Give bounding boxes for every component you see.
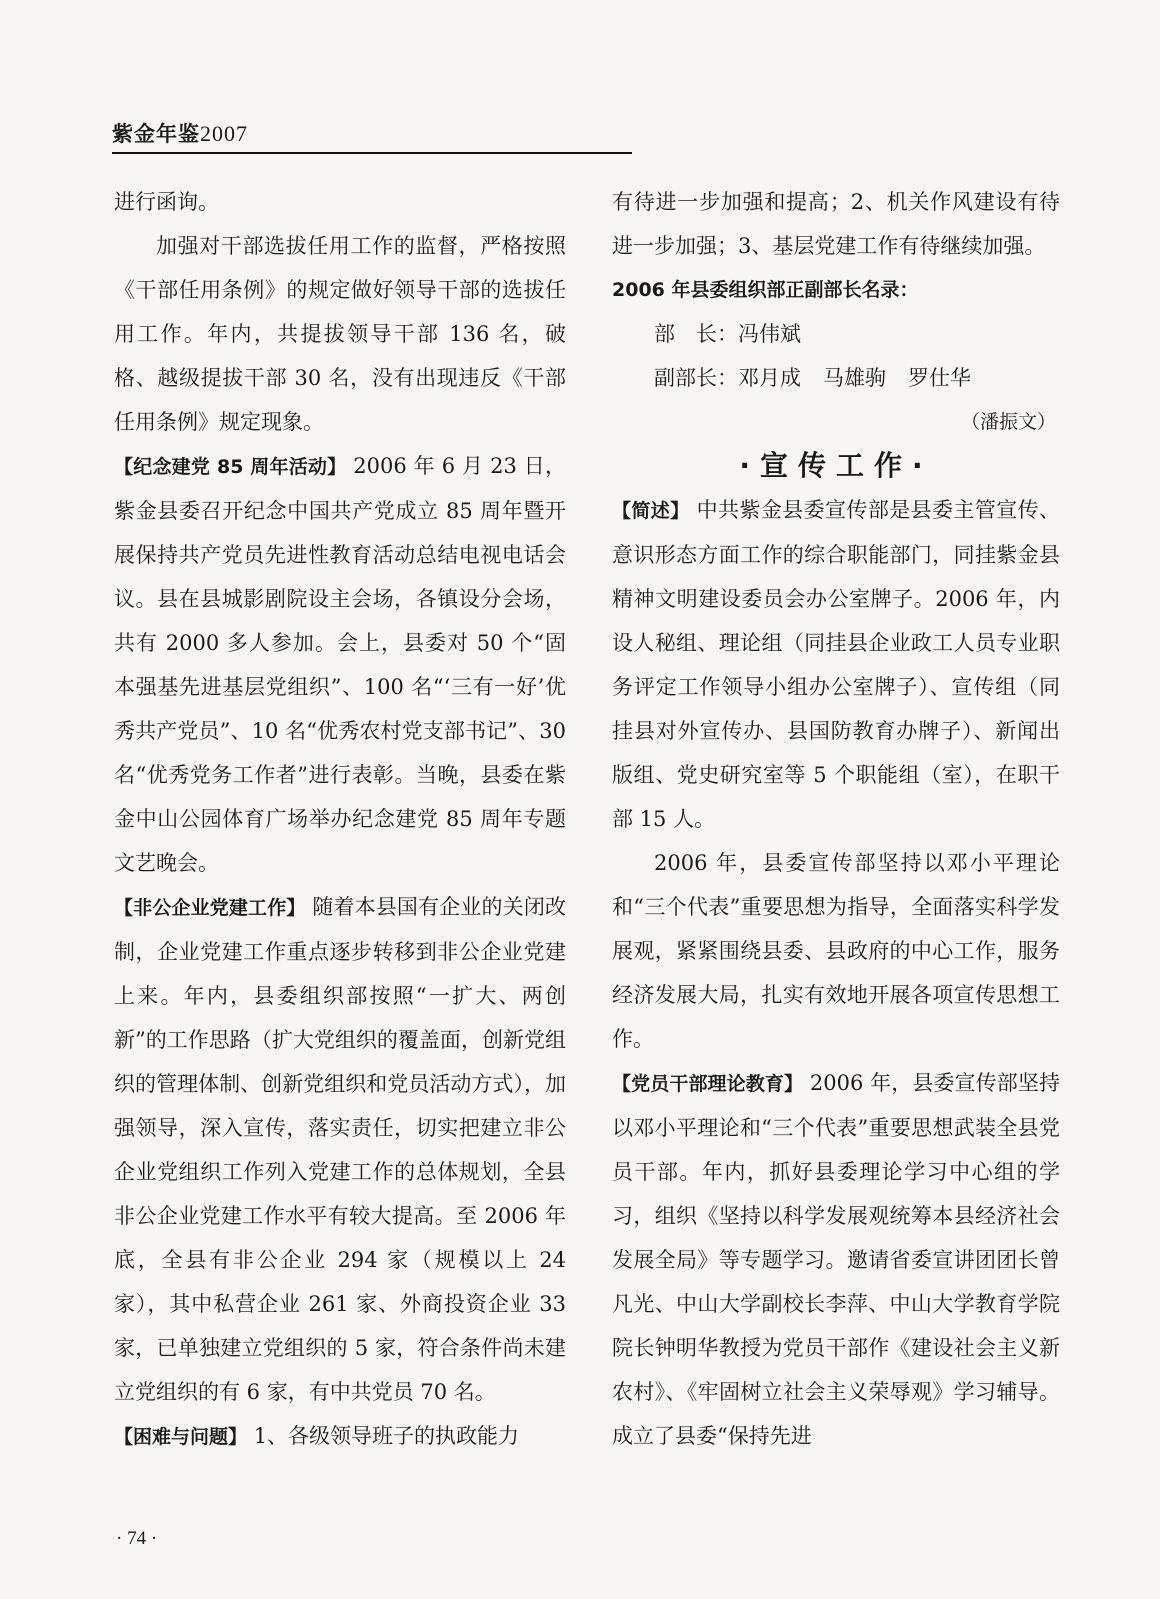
entry-text: 2006 年 6 月 23 日，紫金县委召开纪念中国共产党成立 85 周年暨开展保持共产党员先进性教育活动总结电视电话会议。县在县城影剧院设主会场，各镇设分会场，共有 2000 多人参加。会上，县委对 50 个“固本强基先进基层党组织”、100 名“‘三有一好’优秀共产党员”、10 名“优秀农村党支部书记”、30 名“优秀党务工作者”进行表彰。当晚，县委在紫金中山公园体育广场举办纪念建党 85 周年专题文艺晚会。: [114, 454, 567, 875]
deputy-name: 罗仕华: [908, 366, 971, 390]
entry-text: 2006 年，县委宣传部坚持以邓小平理论和“三个代表”重要思想武装全县党员干部。年内，抓好县委理论学习中心组的学习，组织《坚持以科学发展观统筹本县经济社会发展全局》等专题学习。邀请省委宣讲团团长曾凡光、中山大学副校长李萍、中山大学教育学院院长钟明华教授为党员干部作《建设社会主义新农村》、《牢固树立社会主义荣辱观》学习辅导。成立了县委“保持先进: [612, 1071, 1060, 1448]
paragraph: 加强对干部选拔任用工作的监督，严格按照《干部任用条例》的规定做好领导干部的选拔任用工作。年内，共提拔领导干部 136 名，破格、越级提拔干部 30 名，没有出现违反《干部任用条例》规定现象。: [114, 234, 566, 434]
byline: （潘振文）: [960, 411, 1056, 433]
header-rule: [112, 152, 632, 154]
roster-title: 2006 年县委组织部正副部长名录：: [612, 279, 919, 301]
deputy-name: 马雄驹: [823, 366, 886, 390]
entry-tag: 【简述】: [612, 500, 690, 522]
entry-tag: 【党员干部理论教育】: [612, 1073, 804, 1095]
entry-nonpublic-enterprise: [114, 885, 566, 1414]
minister-label: 部 长：: [654, 322, 738, 346]
deputy-name: 邓月成: [738, 366, 801, 390]
entry-anniversary: [114, 444, 566, 885]
entry-tag: 【纪念建党 85 周年活动】: [114, 456, 347, 478]
left-column: [114, 180, 566, 1459]
entry-text: 随着本县国有企业的关闭改制，企业党建工作重点逐步转移到非公企业党建上来。年内，县委组织部按照“一扩大、两创新”的工作思路（扩大党组织的覆盖面，创新党组织的管理体制、创新党组织和党员活动方式），加强领导，深入宣传，落实责任，切实把建立非公企业党组织工作列入党建工作的总体规划，全县非公企业党建工作水平有较大提高。至 2006 年底，全县有非公企业 294 家（规模以上 24 家），其中私营企业 261 家、外商投资企业 33 家，已单独建立党组织的 5 家，符合条件尚未建立党组织的有 6 家，有中共党员 70 名。: [114, 895, 566, 1404]
right-column: [612, 180, 1060, 1458]
page-number: · 74 ·: [116, 1528, 158, 1549]
minister-line: [612, 312, 1060, 356]
entry-theory-education: [612, 1061, 1060, 1458]
book-year: 2007: [200, 121, 248, 146]
deputy-label: 副部长：: [654, 366, 738, 390]
paragraph: 2006 年，县委宣传部坚持以邓小平理论和“三个代表”重要思想为指导，全面落实科学发展观，紧紧围绕县委、县政府的中心工作，服务经济发展大局，扎实有效地开展各项宣传思想工作。: [612, 851, 1060, 1051]
entry-problems: [114, 1414, 566, 1459]
entry-overview: [612, 488, 1060, 841]
paragraph: 进行函询。: [114, 190, 219, 214]
running-header: [112, 118, 248, 148]
entry-tag: 【非公企业党建工作】: [114, 897, 306, 919]
paragraph: 有待进一步加强和提高；2、机关作风建设有待进一步加强；3、基层党建工作有待继续加强。: [612, 190, 1060, 258]
entry-tag: 【困难与问题】: [114, 1426, 248, 1448]
section-title: ·宣传工作·: [739, 449, 933, 482]
minister-name: 冯伟斌: [738, 322, 801, 346]
book-title: 紫金年鉴: [112, 122, 200, 146]
deputy-line: [612, 356, 1060, 400]
entry-text: 中共紫金县委宣传部是县委主管宣传、意识形态方面工作的综合职能部门，同挂紫金县精神文明建设委员会办公室牌子。2006 年，内设人秘组、理论组（同挂县企业政工人员专业职务评定工作领导小组办公室牌子）、宣传组（同挂县对外宣传办、县国防教育办牌子）、新闻出版组、党史研究室等 5 个职能组（室），在职干部 15 人。: [612, 498, 1060, 831]
entry-text: 1、各级领导班子的执政能力: [247, 1424, 520, 1448]
